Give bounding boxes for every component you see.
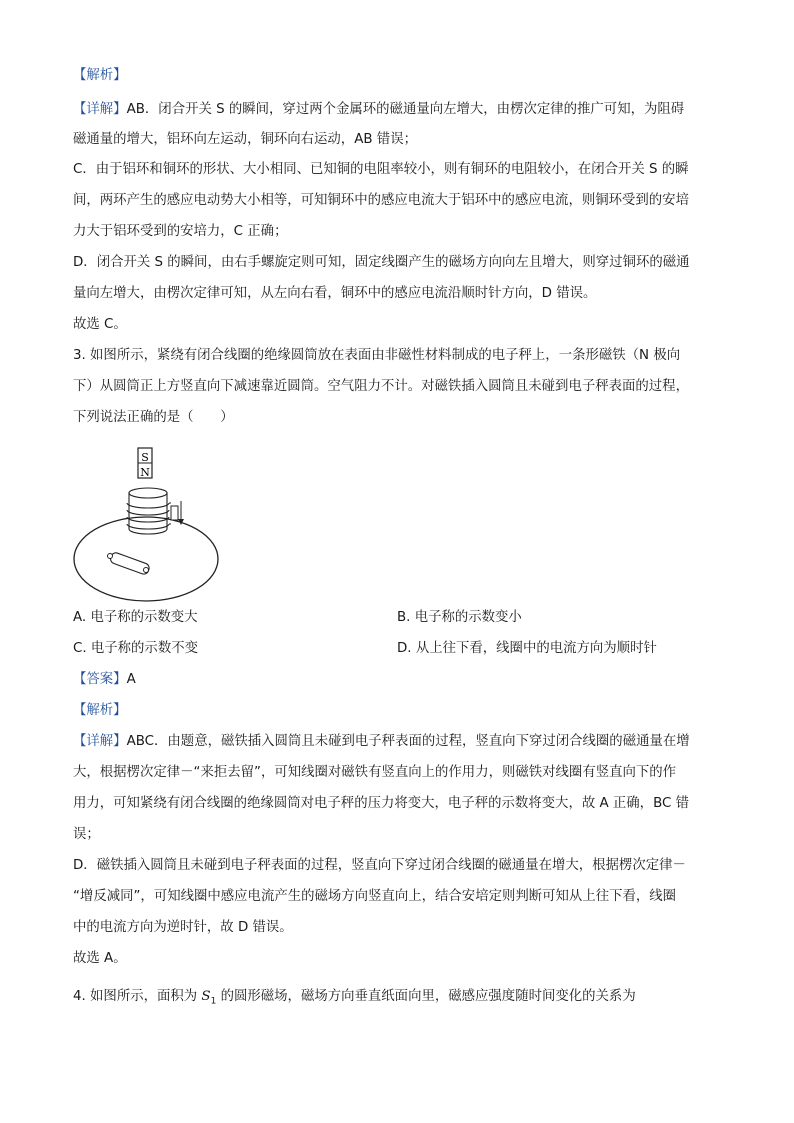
electronic-scale [74,517,218,601]
explanation-line: 用力，可知紧绕有闭合线圈的绝缘圆筒对电子秤的压力将变大，电子秤的示数将变大，故 A 正确，BC 错 [73,796,690,811]
explanation-line: D．磁铁插入圆筒且未碰到电子秤表面的过程，竖直向下穿过闭合线圈的磁通量在增大，根据楞次定律－ [73,858,686,873]
insulated-cylinder [129,488,167,534]
option-b: B. 电子称的示数变小 [397,610,522,625]
scale-object [108,551,151,575]
explanation-line: 【详解】AB．闭合开关 S 的瞬间，穿过两个金属环的磁通量向左增大，由楞次定律的推广可知，为阻碍 [73,102,685,117]
explanation-line: 力大于铝环受到的安培力，C 正确； [73,224,288,239]
conclusion-line: 故选 A。 [73,951,127,966]
answer-value: A [126,672,136,687]
question-stem-line: 3. 如图所示，紧绕有闭合线圈的绝缘圆筒放在表面由非磁性材料制成的电子秤上，一条形磁铁（N 极向 [73,348,681,363]
magnet-s-pole: S [141,451,149,464]
option-a: A. 电子称的示数变大 [73,610,198,625]
conclusion-line: 故选 C。 [73,317,127,332]
answer-label: 【答案】 [73,672,127,687]
closed-coil [127,503,171,529]
coil-resistor [171,506,178,520]
magnet-coil-scale-figure [72,443,220,603]
figure-drawing [72,443,220,603]
area-subscript: 1 [210,996,217,1007]
question-stem-line: 下）从圆筒正上方竖直向下减速靠近圆筒。空气阻力不计。对磁铁插入圆筒且未碰到电子秤表面的过程， [73,379,689,394]
option-c: C. 电子称的示数不变 [73,641,198,656]
jiexi-heading: 【解析】 [73,703,127,718]
explanation-line: “增反减同”，可知线圈中感应电流产生的磁场方向竖直向上，结合安培定则判断可知从上往下看，线圈 [73,889,677,904]
jiexi-heading: 【解析】 [73,68,127,83]
xiangjie-label: 【详解】 [73,102,127,117]
explanation-line: 磁通量的增大，铝环向左运动，铜环向右运动，AB 错误； [73,132,417,147]
explanation-line: 中的电流方向为逆时针，故 D 错误。 [73,920,293,935]
explanation-line: C．由于铝环和铜环的形状、大小相同、已知铜的电阻率较小，则有铜环的电阻较小，在闭合开关 S 的瞬 [73,162,689,177]
xiangjie-label: 【详解】 [73,734,127,749]
area-symbol: S [201,989,211,1004]
explanation-line: 大，根据楞次定律－“来拒去留”，可知线圈对磁铁有竖直向上的作用力，则磁铁对线圈有竖直向下的作 [73,765,677,780]
answer-line [73,671,136,689]
explanation-line: 【详解】ABC．由题意，磁铁插入圆筒且未碰到电子秤表面的过程，竖直向下穿过闭合线圈的磁通量在增 [73,734,690,749]
explanation-line: 间，两环产生的感应电动势大小相等，可知铜环中的感应电流大于铝环中的感应电流，则铜环受到的安培 [73,193,689,208]
question4-stem: 4. 如图所示，面积为 $S_1$ 的圆形磁场，磁场方向垂直纸面向里，磁感应强度随时间变化的关系为 [73,989,636,1007]
explanation-line: D．闭合开关 S 的瞬间，由右手螺旋定则可知，固定线圈产生的磁场方向向左且增大，则穿过铜环的磁通 [73,255,690,270]
question-stem-line: 下列说法正确的是（ ） [73,410,234,425]
option-d: D. 从上往下看，线圈中的电流方向为顺时针 [397,641,657,656]
explanation-line: 量向左增大，由楞次定律可知，从左向右看，铜环中的感应电流沿顺时针方向，D 错误。 [73,286,597,301]
magnet-n-pole: N [140,466,150,479]
explanation-line: 误； [73,827,100,842]
